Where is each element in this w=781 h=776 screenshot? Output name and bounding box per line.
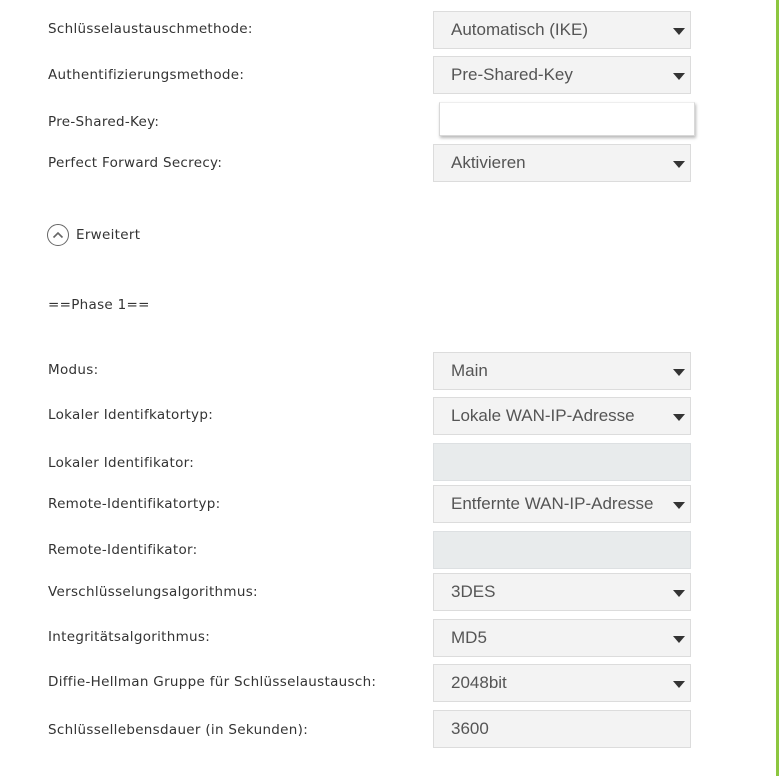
encryption-select[interactable] — [433, 573, 691, 611]
auth-method-label: Authentifizierungsmethode: — [48, 67, 245, 83]
key-exchange-value: Automatisch (IKE) — [451, 20, 588, 39]
dropdown-arrow-icon — [673, 636, 685, 643]
remote-id-type-value: Entfernte WAN-IP-Adresse — [451, 494, 654, 513]
dropdown-arrow-icon — [673, 681, 685, 688]
key-lifetime-input[interactable]: 3600 — [433, 710, 691, 748]
remote-id-field[interactable] — [433, 531, 691, 569]
dropdown-arrow-icon — [673, 414, 685, 421]
auth-method-value: Pre-Shared-Key — [451, 65, 573, 84]
local-id-type-value: Lokale WAN-IP-Adresse — [451, 406, 635, 425]
pfs-select[interactable] — [433, 144, 691, 182]
mode-value: Main — [451, 361, 488, 380]
dropdown-arrow-icon — [673, 28, 685, 35]
local-id-label: Lokaler Identifikator: — [48, 455, 195, 471]
dropdown-arrow-icon — [673, 161, 685, 168]
key-lifetime-label: Schlüssellebensdauer (in Sekunden): — [48, 722, 309, 738]
encryption-label: Verschlüsselungsalgorithmus: — [48, 584, 258, 600]
local-id-type-select[interactable] — [433, 397, 691, 435]
phase1-heading: ==Phase 1== — [48, 297, 150, 313]
dh-group-label: Diffie-Hellman Gruppe für Schlüsselaustausch: — [48, 674, 377, 690]
psk-input[interactable] — [439, 102, 695, 136]
integrity-value: MD5 — [451, 628, 487, 647]
local-id-type-label: Lokaler Identifkatortyp: — [48, 407, 214, 423]
encryption-value: 3DES — [451, 582, 496, 601]
mode-select[interactable] — [433, 352, 691, 390]
dh-group-select[interactable] — [433, 664, 691, 702]
page-edge-accent — [776, 0, 779, 776]
key-exchange-select[interactable] — [433, 11, 691, 49]
auth-method-select[interactable] — [433, 56, 691, 94]
psk-label: Pre-Shared-Key: — [48, 114, 160, 130]
dh-group-value: 2048bit — [451, 673, 507, 692]
key-exchange-label: Schlüsselaustauschmethode: — [48, 21, 253, 37]
dropdown-arrow-icon — [673, 502, 685, 509]
integrity-label: Integritätsalgorithmus: — [48, 629, 211, 645]
advanced-label: Erweitert — [76, 227, 141, 243]
pfs-value: Aktivieren — [451, 153, 526, 172]
integrity-select[interactable] — [433, 619, 691, 657]
dropdown-arrow-icon — [673, 590, 685, 597]
remote-id-type-select[interactable] — [433, 485, 691, 523]
dropdown-arrow-icon — [673, 369, 685, 376]
advanced-toggle[interactable] — [47, 223, 140, 247]
pfs-label: Perfect Forward Secrecy: — [48, 155, 223, 171]
remote-id-label: Remote-Identifikator: — [48, 542, 198, 558]
local-id-field[interactable] — [433, 443, 691, 481]
remote-id-type-label: Remote-Identifikatortyp: — [48, 496, 221, 512]
chevron-up-circle-icon — [47, 224, 69, 246]
dropdown-arrow-icon — [673, 73, 685, 80]
mode-label: Modus: — [48, 362, 99, 378]
